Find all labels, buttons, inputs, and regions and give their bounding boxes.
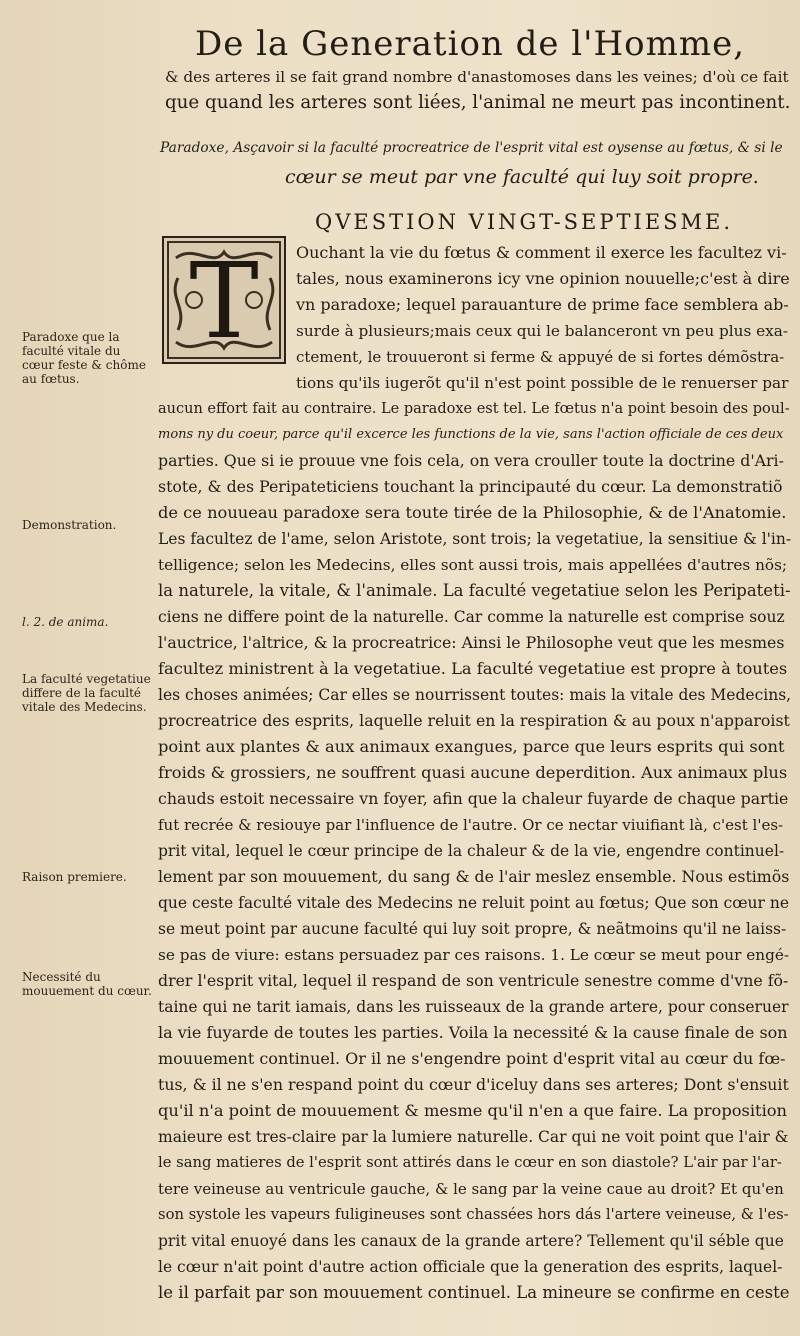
text-line: telligence; selon les Medecins, elles sont aussi trois, mais appellées d'autres nõs; <box>158 556 788 574</box>
text-line: la vie fuyarde de toutes les parties. Voila la necessité & la cause finale de son <box>158 1023 788 1042</box>
text-line: se pas de viure: estans persuadez par ces raisons. 1. Le cœur se meut pour engé- <box>158 946 790 964</box>
margin-note: l. 2. de anima. <box>22 615 109 629</box>
text-line: surde à plusieurs;mais ceux qui le balanceront vn peu plus exa- <box>296 322 788 340</box>
text-line: mons ny du coeur, parce qu'il excerce les functions de la vie, sans l'action officiale de ces deux <box>158 427 784 442</box>
running-header: De la Generation de l'Homme, <box>194 24 746 64</box>
margin-note: Demonstration. <box>22 518 117 532</box>
text-line: le sang matieres de l'esprit sont attirés dans le cœur en son diastole? L'air par l'ar- <box>158 1154 782 1171</box>
text-line: parties. Que si ie prouue vne fois cela, on vera crouller toute la doctrine d'Ari- <box>158 451 784 470</box>
text-line: aucun effort fait au contraire. Le paradoxe est tel. Le fœtus n'a point besoin des poul- <box>158 401 790 417</box>
text-line: tions qu'ils iugerõt qu'il n'est point possible de le renuerser par <box>296 374 789 392</box>
text-line: chauds estoit necessaire vn foyer, afin que la chaleur fuyarde de chaque partie <box>158 789 789 808</box>
text-line: Ouchant la vie du fœtus & comment il exerce les facultez vi- <box>296 243 787 262</box>
text-line: le il parfait par son mouuement continuel. La mineure se confirme en ceste <box>158 1283 790 1302</box>
text-line: tere veineuse au ventricule gauche, & le sang par la veine caue au droit? Et qu'en <box>158 1180 784 1198</box>
text-line: son systole les vapeurs fuligineuses sont chassées hors dás l'artere veineuse, & l'es- <box>158 1206 789 1223</box>
text-line: maieure est tres-claire par la lumiere naturelle. Car qui ne voit point que l'air & <box>158 1128 789 1146</box>
text-line: facultez ministrent à la vegetatiue. La faculté vegetatiue est propre à toutes <box>158 659 788 678</box>
text-line: de ce nouueau paradoxe sera toute tirée de la Philosophie, & de l'Anatomie. <box>158 503 787 522</box>
text-line: se meut point par aucune faculté qui luy soit propre, & neãtmoins qu'il ne laiss- <box>158 920 787 938</box>
margin-note: La faculté vegetatiue differe de la faculté vitale des Medecins. <box>22 672 151 714</box>
paradox-heading-line: cœur se meut par vne faculté qui luy soit propre. <box>285 166 759 188</box>
text-line: prit vital, lequel le cœur principe de la chaleur & de la vie, engendre continuel- <box>158 842 785 860</box>
text-line: tus, & il ne s'en respand point du cœur d'iceluy dans ses arteres; Dont s'ensuit <box>158 1075 789 1094</box>
text-line: drer l'esprit vital, lequel il respand de son ventricule senestre comme d'vne fõ- <box>158 971 789 990</box>
text-line: qu'il n'a point de mouuement & mesme qu'il n'en a que faire. La proposition <box>158 1101 788 1120</box>
drop-cap-letter: T <box>189 240 259 362</box>
text-line: ciens ne differe point de la naturelle. Car comme la naturelle est comprise souz <box>158 608 785 626</box>
text-line: stote, & des Peripateticiens touchant la principauté du cœur. La demonstratiõ <box>158 477 783 496</box>
text-line: taine qui ne tarit iamais, dans les ruisseaux de la grande artere, pour conseruer <box>158 998 789 1016</box>
text-line: lement par son mouuement, du sang & de l'air meslez ensemble. Nous estimõs <box>158 867 790 886</box>
margin-note: Raison premiere. <box>22 870 127 884</box>
decorated-initial <box>162 236 286 364</box>
text-line: point aux plantes & aux animaux exangues, parce que leurs esprits qui sont <box>158 737 785 756</box>
text-line: le cœur n'ait point d'autre action officiale que la generation des esprits, laquel- <box>158 1258 783 1276</box>
text-line: que ceste faculté vitale des Medecins ne reluit point au fœtus; Que son cœur ne <box>158 894 789 912</box>
text-line: vn paradoxe; lequel parauanture de prime face semblera ab- <box>296 295 789 314</box>
text-line: la naturele, la vitale, & l'animale. La faculté vegetatiue selon les Peripateti- <box>158 581 791 600</box>
question-title: QVESTION VINGT-SEPTIESME. <box>315 210 734 234</box>
text-line: fut recrée & resiouye par l'influence de l'autre. Or ce nectar viuifiant là, c'est l'es- <box>158 816 784 834</box>
intro-line: & des arteres il se fait grand nombre d'anastomoses dans les veines; d'où ce fait <box>165 68 789 86</box>
intro-line: que quand les arteres sont liées, l'animal ne meurt pas incontinent. <box>165 92 791 113</box>
text-line: prit vital enuoyé dans les canaux de la grande artere? Tellement qu'il séble que <box>158 1232 784 1250</box>
text-line: Les facultez de l'ame, selon Aristote, sont trois; la vegetatiue, la sensitiue & l'in- <box>158 530 792 548</box>
text-line: les choses animées; Car elles se nourrissent toutes: mais la vitale des Medecins, <box>158 686 792 704</box>
text-line: procreatrice des esprits, laquelle reluit en la respiration & au poux n'apparoist <box>158 711 790 730</box>
paradox-heading-line: Paradoxe, Asçavoir si la faculté procreatrice de l'esprit vital est oysense au fœtus, & si le <box>160 140 783 156</box>
text-line: tales, nous examinerons icy vne opinion nouuelle;c'est à dire <box>296 269 790 288</box>
margin-note: Necessité du mouuement du cœur. <box>22 970 152 998</box>
margin-note: Paradoxe que la faculté vitale du cœur feste & chôme au fœtus. <box>22 330 146 386</box>
text-line: ctement, le trouueront si ferme & appuyé de si fortes démõstra- <box>296 348 785 366</box>
text-line: mouuement continuel. Or il ne s'engendre point d'esprit vital au cœur du fœ- <box>158 1049 786 1068</box>
text-line: l'auctrice, l'altrice, & la procreatrice: Ainsi le Philosophe veut que les mesmes <box>158 633 785 652</box>
text-line: froids & grossiers, ne souffrent quasi aucune deperdition. Aux animaux plus <box>158 763 788 782</box>
